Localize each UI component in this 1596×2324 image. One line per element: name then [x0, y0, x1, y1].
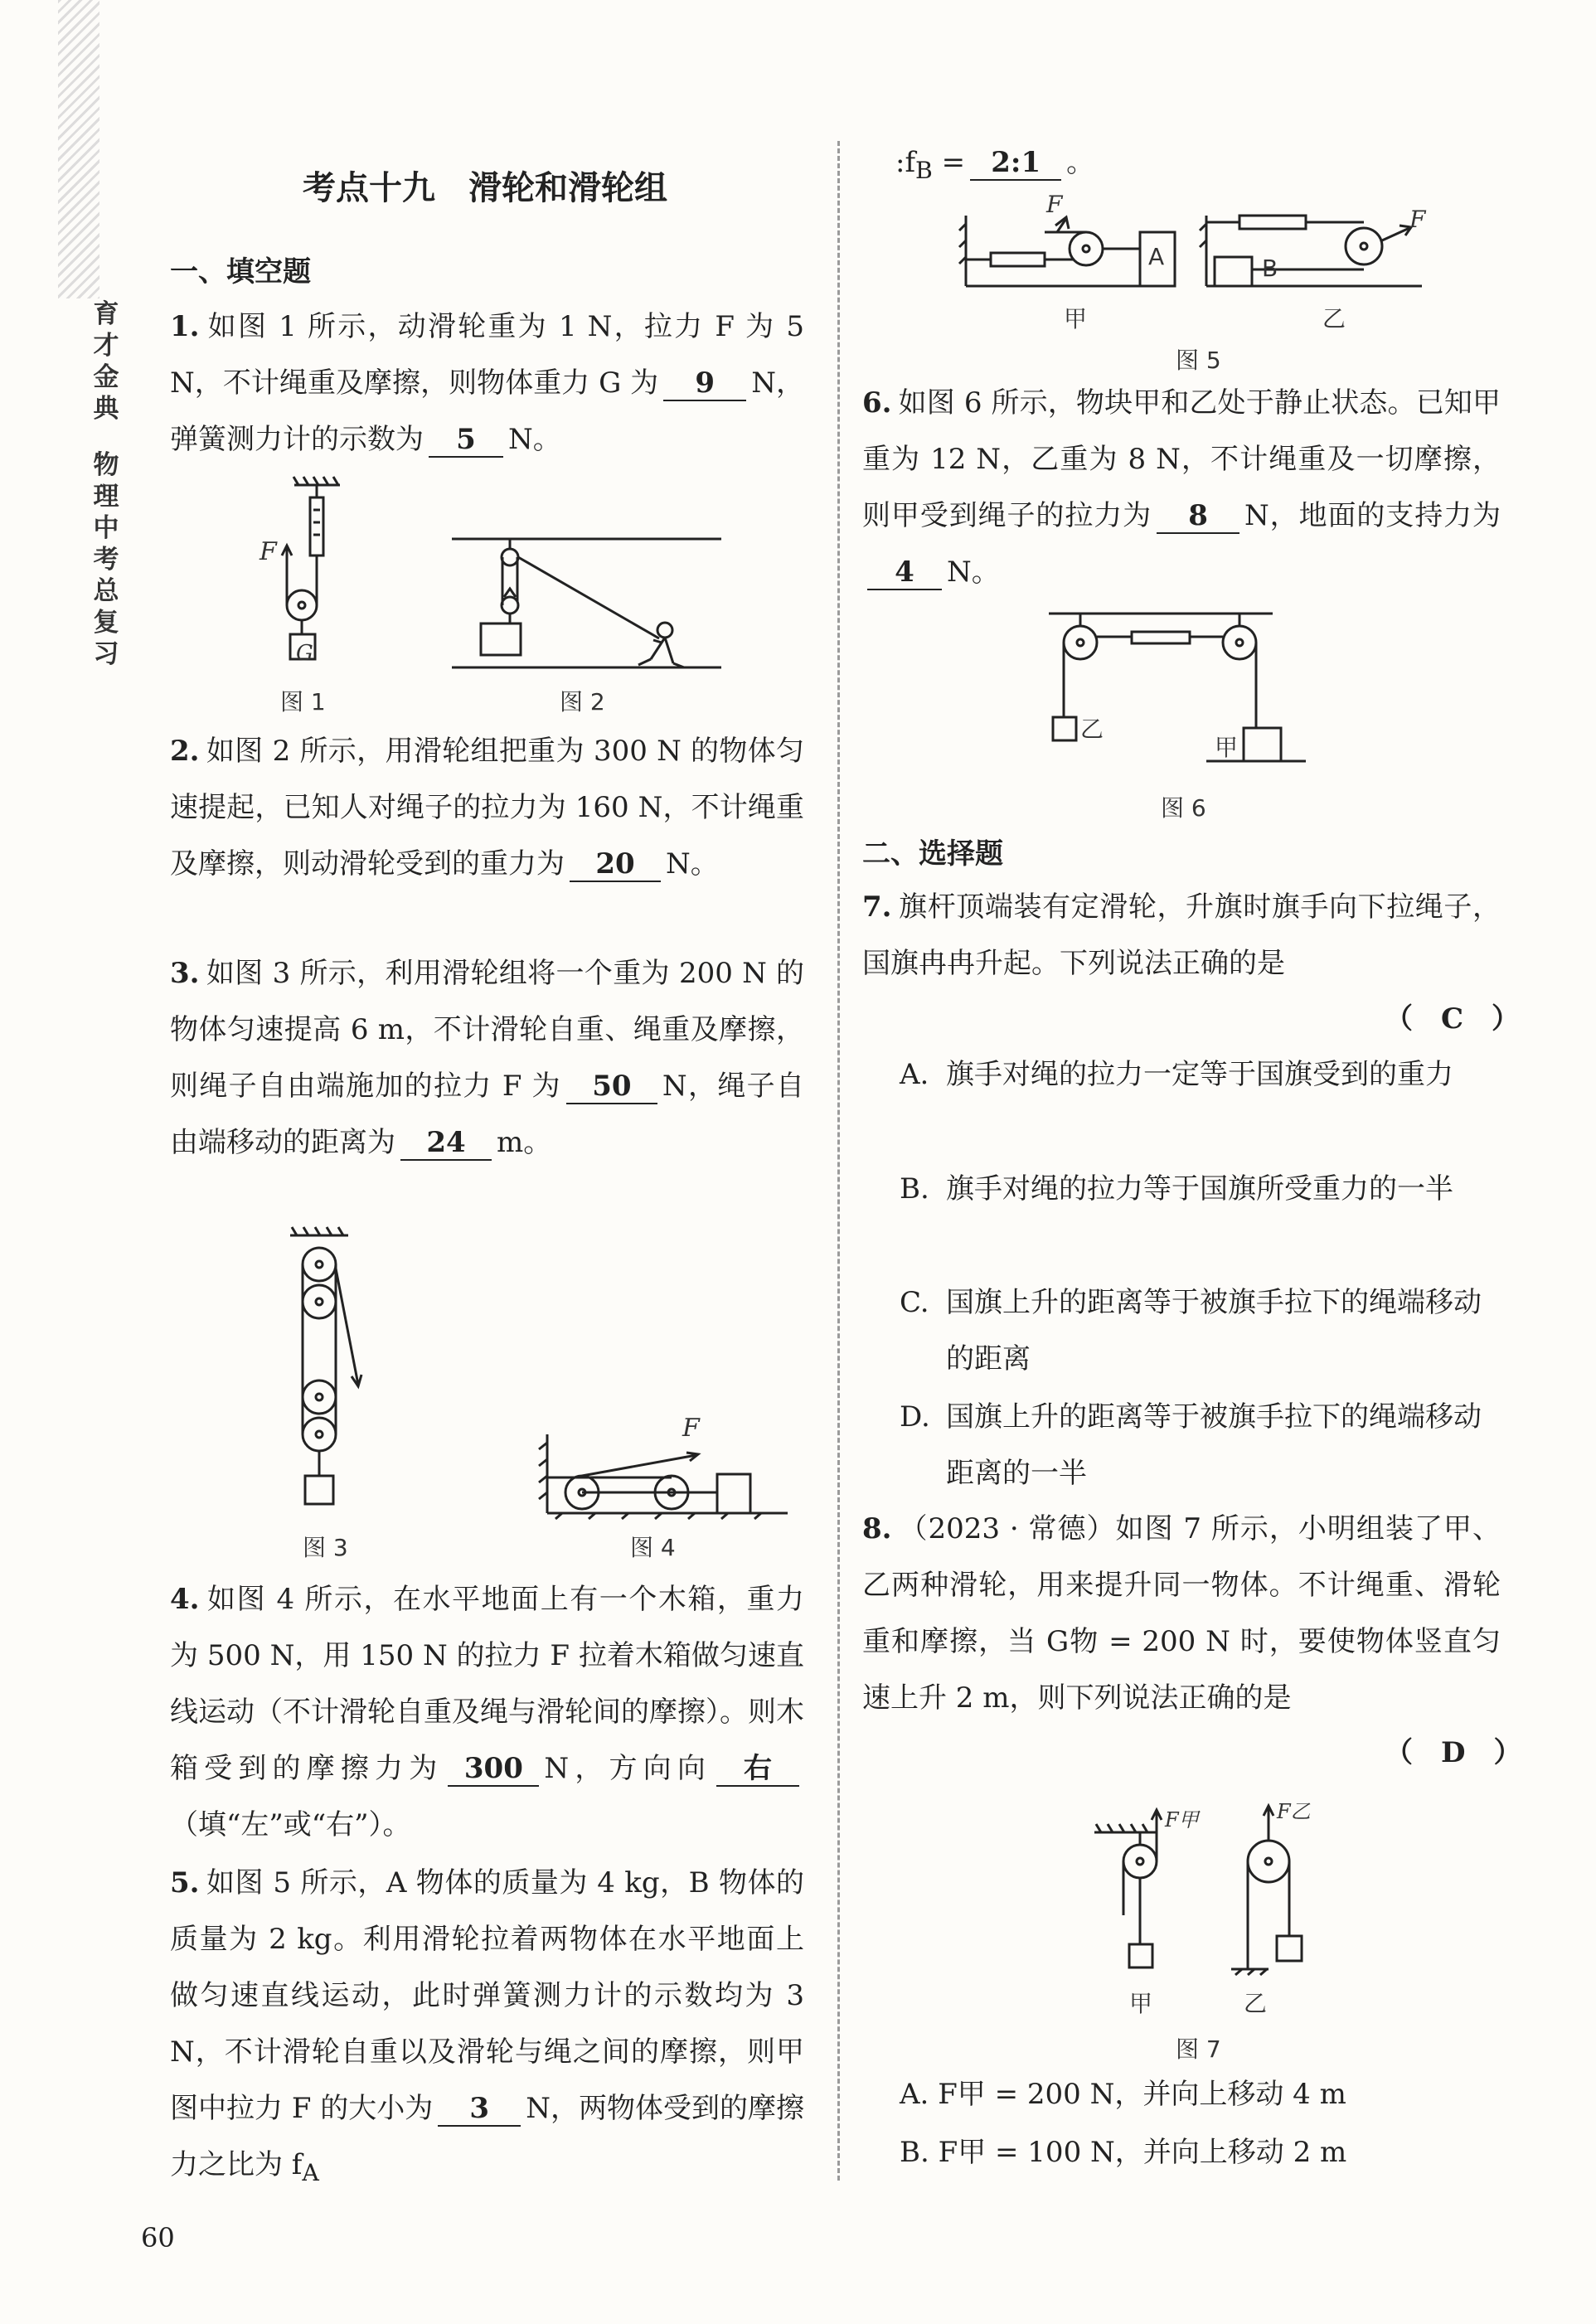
option-a: [900, 2066, 1501, 2123]
question-text: N，绳子自由端移动的距离为: [170, 1070, 804, 1159]
sidebar-char: 育: [93, 299, 119, 329]
question-text: N，两物体受到的摩擦力之比为 f: [170, 2092, 804, 2181]
option-label: B.: [900, 2136, 929, 2169]
label-yi: 乙: [1322, 305, 1346, 332]
question-text: N。: [947, 556, 1000, 589]
subscript: B: [915, 156, 933, 184]
label-jia: 甲: [1215, 734, 1239, 761]
question-text: 。: [1066, 146, 1095, 179]
page-title: 考点十九 滑轮和滑轮组: [303, 169, 667, 207]
sidebar-char: 典: [93, 394, 119, 424]
block-label-A: A: [1148, 243, 1165, 270]
force-label-Fyi: F乙: [1277, 1800, 1311, 1823]
question-3: [170, 945, 804, 1171]
force-label-F: F: [682, 1414, 700, 1443]
question-text: 如图 3 所示，利用滑轮组将一个重为 200 N 的物体匀速提高 6 m，不计滑轮自重、绳重及摩擦，则绳子自由端施加的拉力 F 为: [170, 957, 804, 1103]
answer-blank: 5: [429, 423, 503, 458]
figure-3-caption: 图 3: [303, 1534, 348, 1561]
question-text: N。: [508, 423, 561, 456]
answer-blank: 50: [566, 1070, 657, 1104]
block-label-B: B: [1262, 255, 1278, 282]
option-text: F甲 = 200 N，并向上移动 4 m: [938, 2078, 1346, 2111]
figure-6-diagram: [1041, 605, 1322, 779]
force-label-Fjia: F甲: [1165, 1808, 1199, 1832]
answer-blank: 20: [570, 847, 661, 882]
section-choice: 二、选择题: [862, 837, 1003, 871]
column-divider: [837, 141, 840, 2181]
figure-4-caption: 图 4: [630, 1534, 676, 1561]
figure-5-diagram: [958, 199, 1455, 298]
question-8: [862, 1501, 1501, 1726]
option-text: F甲 = 100 N，并向上移动 2 m: [938, 2136, 1347, 2169]
figure-3-diagram: [265, 1227, 381, 1526]
question-4: [170, 1571, 804, 1853]
question-text: 如图 1 所示，动滑轮重为 1 N，拉力 F 为 5 N，不计绳重及摩擦，则物体重力 G 为: [170, 310, 804, 400]
answer-bracket: （ C ）: [1385, 1002, 1521, 1036]
section-fill-blank: 一、填空题: [170, 255, 311, 289]
option-text: 旗手对绳的拉力一定等于国旗受到的重力: [946, 1058, 1453, 1091]
question-text: N，地面的支持力为: [1244, 499, 1501, 532]
question-6: [862, 375, 1501, 600]
question-text: N，方向向: [544, 1752, 712, 1785]
figure-2-diagram: [448, 531, 730, 680]
force-label-F: F: [1046, 191, 1063, 218]
sidebar-char: 总: [93, 576, 119, 606]
answer-blank: 2:1: [970, 146, 1061, 181]
page-number: 60: [141, 2222, 175, 2254]
sidebar-char: 习: [93, 639, 119, 669]
question-text: 如图 2 所示，用滑轮组把重为 300 N 的物体匀速提起，已知人对绳子的拉力为 160 N，不计绳重及摩擦，则动滑轮受到的重力为: [170, 735, 804, 881]
sidebar-char: 物: [93, 450, 119, 480]
figure-5-caption: 图 5: [1176, 347, 1221, 374]
option-d: [900, 1389, 1501, 1502]
question-number: 3.: [170, 957, 200, 990]
subscript: A: [302, 2158, 319, 2186]
answer-blank: 9: [663, 366, 746, 401]
sidebar-char: 金: [93, 362, 119, 392]
figure-7-caption: 图 7: [1176, 2035, 1221, 2063]
answer-blank: 4: [867, 556, 942, 590]
option-label: A.: [900, 2078, 929, 2111]
force-label-F: F: [260, 537, 277, 566]
question-text: （2023 · 常德）如图 7 所示，小明组装了甲、乙两种滑轮，用来提升同一物体。不计绳重、滑轮重和摩擦，当 G物 = 200 N 时，要使物体竖直匀速上升 2 m，则下列说法正确的是: [862, 1512, 1501, 1715]
question-number: 5.: [170, 1866, 200, 1899]
answer-blank: 8: [1157, 499, 1239, 534]
question-number: 2.: [170, 735, 200, 768]
answer-blank: 300: [448, 1752, 539, 1787]
option-text: 旗手对绳的拉力等于国旗所受重力的一半: [946, 1172, 1453, 1206]
sidebar-char: 理: [93, 482, 119, 512]
question-2: [170, 723, 804, 892]
question-text: （填“左”或“右”）。: [170, 1808, 411, 1841]
decorative-hatch: [58, 0, 99, 298]
option-b: [900, 2124, 1501, 2181]
answer-blank: 24: [400, 1126, 492, 1161]
question-number: 1.: [170, 310, 200, 343]
option-text: 国旗上升的距离等于被旗手拉下的绳端移动距离的一半: [946, 1400, 1482, 1490]
sidebar-char: 考: [93, 545, 119, 575]
option-label: D.: [900, 1400, 930, 1434]
question-number: 6.: [862, 386, 892, 420]
sidebar-char: 复: [93, 608, 119, 638]
force-label-F: F: [1409, 206, 1426, 233]
question-text: :f: [895, 146, 916, 179]
figure-1-diagram: [249, 473, 381, 696]
label-jia: 甲: [1129, 1990, 1153, 2017]
weight-label-G: G: [296, 641, 313, 666]
option-a: [900, 1046, 1501, 1103]
question-number: 7.: [862, 890, 892, 924]
answer-bracket: （ D ）: [1385, 1736, 1522, 1769]
question-text: 如图 6 所示，物块甲和乙处于静止状态。已知甲重为 12 N，乙重为 8 N，不计绳重及一切摩擦，则甲受到绳子的拉力为: [862, 386, 1501, 532]
sidebar-char: 中: [93, 513, 119, 543]
option-text: 国旗上升的距离等于被旗手拉下的绳端移动的距离: [946, 1286, 1482, 1375]
question-text: N，弹簧测力计的示数为: [170, 366, 805, 456]
question-text: 旗杆顶端装有定滑轮，升旗时旗手向下拉绳子，国旗冉冉升起。下列说法正确的是: [862, 890, 1501, 980]
figure-7-diagram: [1078, 1799, 1343, 1990]
question-text: =: [932, 146, 966, 179]
question-number: 4.: [170, 1583, 200, 1616]
sidebar-char: 才: [93, 331, 119, 361]
question-1: [170, 298, 804, 468]
question-5: [170, 1855, 804, 2201]
option-label: C.: [900, 1286, 929, 1319]
question-text: 如图 5 所示，A 物体的质量为 4 kg，B 物体的质量为 2 kg。利用滑轮拉着两物体在水平地面上做匀速直线运动，此时弹簧测力计的示数均为 3 N，不计滑轮自重以及滑轮与绳之间的摩擦，则甲图中拉力 F 的大小为: [170, 1866, 804, 2125]
figure-6-caption: 图 6: [1161, 794, 1206, 822]
label-yi: 乙: [1080, 716, 1104, 743]
question-text: N。: [666, 847, 719, 881]
figure-4-diagram: [539, 1426, 813, 1526]
label-yi: 乙: [1244, 1990, 1268, 2017]
figure-2-caption: 图 2: [560, 688, 605, 716]
sidebar-brand: [90, 298, 123, 670]
option-b: [900, 1161, 1501, 1217]
answer-blank: 右: [716, 1752, 799, 1787]
question-7: [862, 879, 1501, 992]
option-label: A.: [900, 1058, 929, 1091]
question-5-continued: [895, 134, 1509, 199]
question-number: 8.: [862, 1512, 892, 1545]
question-text: m。: [497, 1126, 552, 1159]
label-jia: 甲: [1064, 305, 1088, 332]
option-label: B.: [900, 1172, 929, 1206]
figure-1-caption: 图 1: [280, 688, 326, 716]
option-c: [900, 1274, 1501, 1387]
answer-blank: 3: [438, 2092, 521, 2127]
question-text: 如图 4 所示，在水平地面上有一个木箱，重力为 500 N，用 150 N 的拉力 F 拉着木箱做匀速直线运动（不计滑轮自重及绳与滑轮间的摩擦）。则木箱受到的摩擦力为: [170, 1583, 804, 1785]
